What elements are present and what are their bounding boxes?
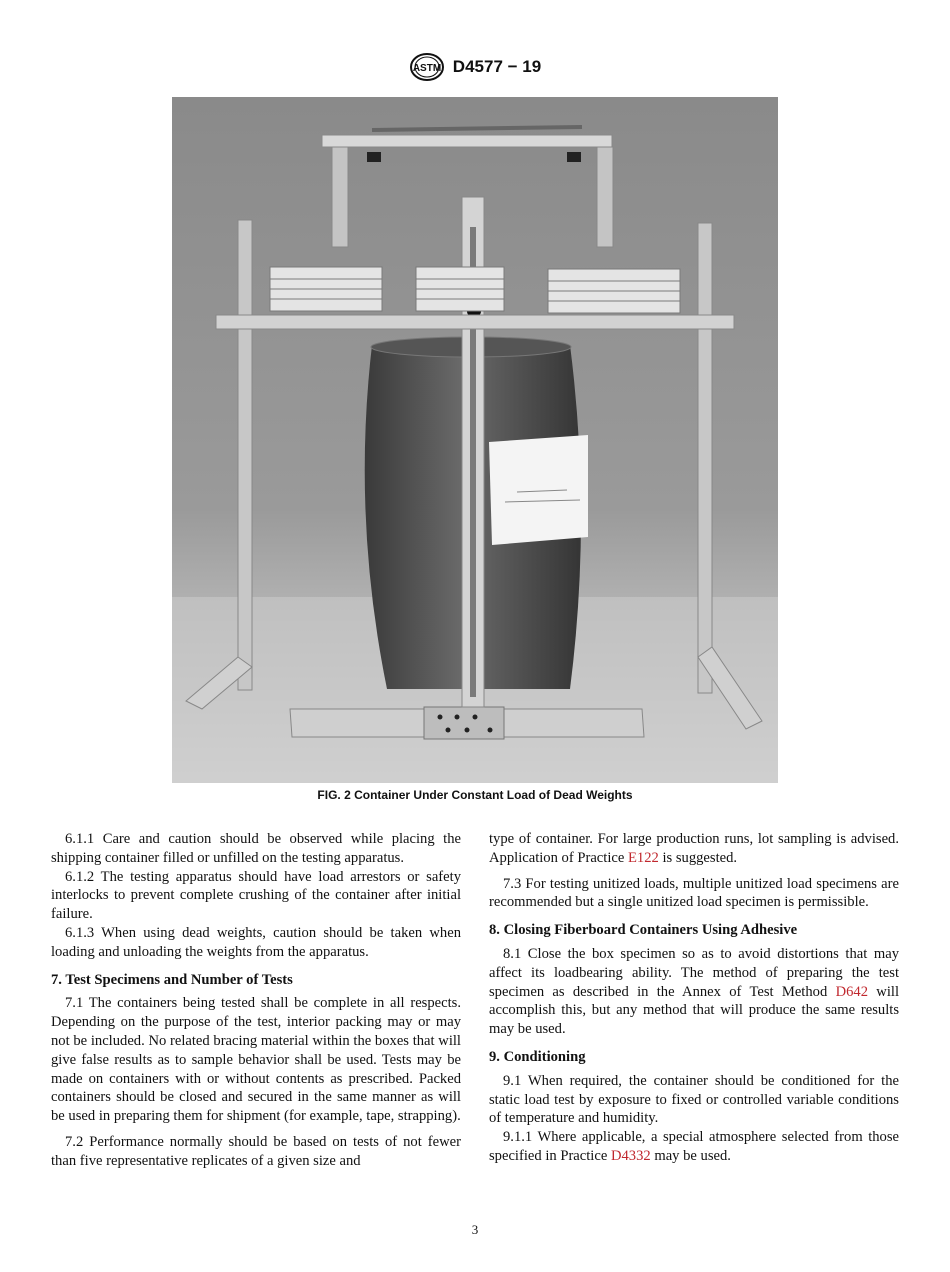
paragraph-text: will accomplish this, but any method that will produce the same results may be used. — [489, 983, 900, 1038]
logo-text: ASTM — [412, 63, 441, 74]
right-column — [489, 830, 899, 1166]
paragraph-7-3: 7.3 For testing unitized loads, multiple unitized load specimens are recommended but a single unitized load specimen is permissible. — [489, 875, 899, 911]
figure-photo — [172, 97, 778, 783]
reference-link-e122[interactable]: E122 — [628, 849, 659, 866]
section-heading-9: 9. Conditioning — [489, 1048, 586, 1065]
paragraph-text: is suggested. — [658, 849, 738, 866]
standard-designation: D4577 − 19 — [452, 57, 542, 76]
left-column — [51, 830, 461, 1171]
paragraph-7-2: 7.2 Performance normally should be based on tests of not fewer than five representative replicates of a given size and — [51, 1133, 461, 1169]
drum-label — [489, 435, 588, 545]
paragraph-text: 8.1 Close the box specimen so as to avoid distortions that may affect its loadbearing ability. The method of preparing the test specimen as described in the Annex of Test Method — [489, 945, 899, 1000]
paragraph-8-1 — [489, 945, 899, 1039]
paragraph-7-1: 7.1 The containers being tested shall be complete in all respects. Depending on the purpose of the test, interior packing may or may not be included. No related bracing material within the boxes that will give false results as to sample behavior shall be used. Tests may be made on containers with or without contents as prescribed. Packed containers should be closed and secured in the same manner as will be used in preparing them for shipment (for example, tape, strapping). — [51, 995, 461, 1125]
paragraph-6-1-1: 6.1.1 Care and caution should be observed while placing the shipping container filled or unfilled on the testing apparatus. — [51, 831, 461, 866]
paragraph-text: 9.1.1 Where applicable, a special atmosphere selected from those specified in Practice — [489, 1129, 899, 1164]
paragraph-6-1-2: 6.1.2 The testing apparatus should have load arrestors or safety interlocks to prevent complete crushing of the container after initial failure. — [51, 868, 461, 923]
astm-logo-icon — [409, 52, 445, 82]
paragraph-text: type of container. For large production runs, lot sampling is advised. Application of Practice — [489, 831, 899, 866]
figure-caption: FIG. 2 Container Under Constant Load of Dead Weights — [317, 788, 633, 802]
paragraph-9-1: 9.1 When required, the container should be conditioned for the static load test by exposure to fixed or controlled variable conditions of temperature and humidity. — [489, 1072, 899, 1127]
section-heading-7: 7. Test Specimens and Number of Tests — [51, 971, 293, 988]
page-header — [0, 52, 950, 82]
paragraph-text: may be used. — [650, 1147, 731, 1164]
section-heading-8: 8. Closing Fiberboard Containers Using Adhesive — [489, 922, 798, 939]
reference-link-d4332[interactable]: D4332 — [610, 1147, 651, 1164]
paragraph-7-2-continued — [489, 830, 899, 868]
paragraph-6-1-3: 6.1.3 When using dead weights, caution should be taken when loading and unloading the weights from the apparatus. — [51, 924, 461, 960]
reference-link-d642[interactable]: D642 — [835, 983, 868, 1000]
page-number: 3 — [471, 1222, 479, 1237]
paragraph-9-1-1 — [489, 1128, 899, 1166]
